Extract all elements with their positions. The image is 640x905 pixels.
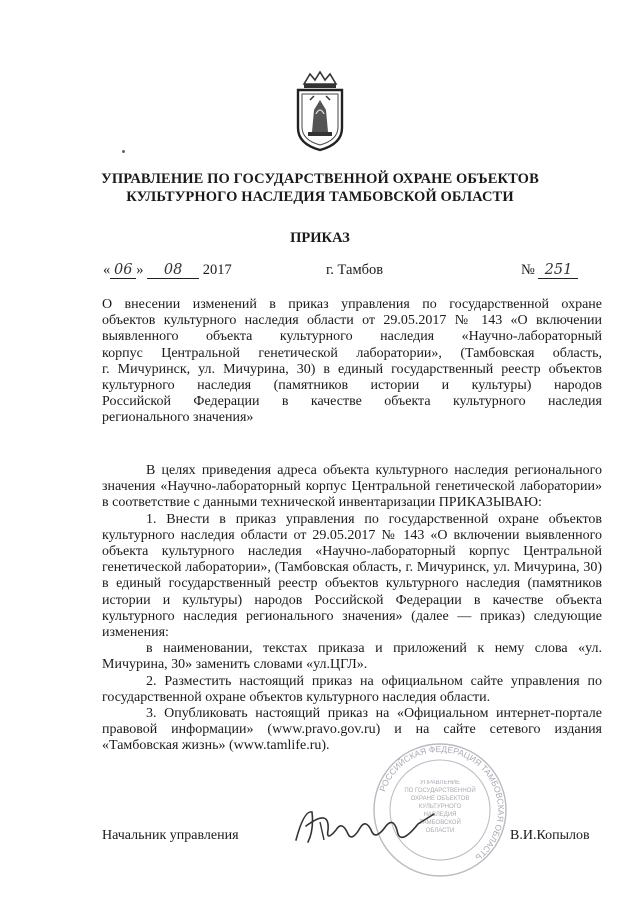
item-1: 1. Внести в приказ управления по государственной охране объектов культурного наследия области от 29.05.2017 № 143 «О включении выявленного объекта культурного наследия «Научно-лабораторный корпус Центральной генетической лаборатории», (Тамбовская область, г. Мичуринск, ул. Мичурина, 30) в единый государственный реестр объектов культурного наследия (памятников истории и культуры) народов Российской Федерации в качестве объекта культурного наследия регионального значения» (далее — приказ) следующие изменения: xyxy=(102,511,602,641)
item-3: 3. Опубликовать настоящий приказ на «Официальном интернет-портале правовой информации» (www.pravo.gov.ru) и на сайте сетевого издания «Тамбовская жизнь» (www.tamlife.ru). xyxy=(102,706,602,754)
seal-text: УПРАВЛЕНИЕ xyxy=(419,780,461,786)
org-line-2: КУЛЬТУРНОГО НАСЛЕДИЯ ТАМБОВСКОЙ ОБЛАСТИ xyxy=(126,189,514,205)
handwritten-signature xyxy=(290,800,440,855)
preamble: В целях приведения адреса объекта культурного наследия регионального значения «Научно-лабораторный корпус Центральной генетической лаборатории» в соответствие с данными технической инвентаризации ПРИКАЗЫВАЮ: xyxy=(102,463,602,511)
order-date xyxy=(103,262,232,279)
order-subject xyxy=(102,297,602,427)
signer-title: Начальник управления xyxy=(102,828,239,843)
subject-line: регионального значения» xyxy=(102,410,254,426)
number-value: 251 xyxy=(538,262,578,279)
seal-text: ОХРАНЕ ОБЪЕКТОВ xyxy=(410,796,470,802)
subject-line: г. Мичуринск, ул. Мичурина, 30) в единый государственный реестр объектов xyxy=(102,361,602,377)
org-line-1: УПРАВЛЕНИЕ ПО ГОСУДАРСТВЕННОЙ ОХРАНЕ ОБЪЕКТОВ xyxy=(101,171,539,187)
order-month: 08 xyxy=(147,262,199,279)
order-day: 06 xyxy=(110,262,136,279)
subject-line: выявленного объекта культурного наследия «Научно-лабораторный xyxy=(102,329,602,345)
item-2: 2. Разместить настоящий приказ на официальном сайте управления по государственной охране объектов культурного наследия области. xyxy=(102,673,602,705)
tambov-coat-of-arms-icon xyxy=(294,70,346,152)
seal-text: ОБЛАСТИ xyxy=(425,828,455,834)
order-city: г. Тамбов xyxy=(326,262,384,278)
seal-text: КУЛЬТУРНОГО xyxy=(418,804,462,810)
order-body xyxy=(102,463,602,755)
item-1-change: в наименовании, текстах приказа и приложений к нему слова «ул. Мичурина, 30» заменить словами «ул.ЦГЛ». xyxy=(102,641,602,673)
subject-line: объектов культурного наследия области от 29.05.2017 № 143 «О включении xyxy=(102,313,602,329)
quote-close: » xyxy=(136,262,144,278)
seal-ring-text: РОССИЙСКАЯ ФЕДЕРАЦИЯ ТАМБОВСКАЯ ОБЛАСТЬ xyxy=(377,743,507,863)
seal-text: НАСЛЕДИЯ xyxy=(423,812,457,818)
subject-line: культурного наследия (памятников истории и культуры) народов xyxy=(102,378,602,394)
order-number xyxy=(521,262,578,279)
number-label: № xyxy=(521,262,535,278)
signer-name: В.И.Копылов xyxy=(510,828,590,843)
order-year: 2017 xyxy=(202,262,232,278)
seal-text: ТАМБОВСКОЙ xyxy=(419,820,461,826)
scan-speck xyxy=(122,150,125,153)
subject-line: Российской Федерации в качестве объекта культурного наследия xyxy=(102,394,602,410)
document-type: ПРИКАЗ xyxy=(290,230,350,246)
subject-line: О внесении изменений в приказ управления по государственной охране xyxy=(102,297,602,312)
subject-line: корпус Центральной генетической лаборатории», (Тамбовская область, xyxy=(102,345,602,361)
seal-text: ПО ГОСУДАРСТВЕННОЙ xyxy=(404,788,476,794)
organization-header xyxy=(60,170,580,206)
quote-open: « xyxy=(103,262,111,278)
